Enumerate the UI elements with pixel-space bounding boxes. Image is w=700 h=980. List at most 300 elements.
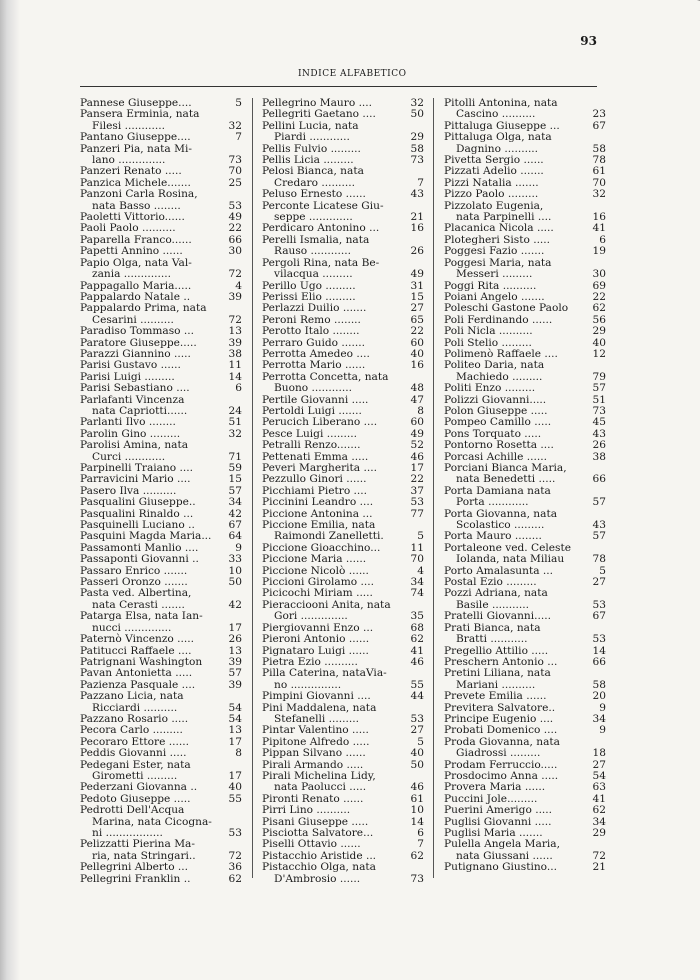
entry-name: Pecoraro Ettore ...... [80, 735, 189, 748]
entry-page-number: 13 [228, 644, 242, 657]
entry-name: Piccione Gioacchino... [262, 541, 381, 554]
entry-name: Piergiovanni Enzo ... [262, 621, 374, 634]
entry-page-number: 30 [228, 245, 242, 258]
entry-name: Poiani Angelo ....... [444, 290, 545, 303]
entry-name: Pavan Antonietta ..... [80, 667, 193, 680]
entry-page-number: 46 [410, 781, 424, 794]
entry-name: Postal Ezio ......... [444, 576, 537, 589]
entry-page-number: 46 [410, 655, 424, 668]
entry-name: Pazienza Pasquale .... [80, 678, 196, 691]
index-entry [444, 303, 606, 314]
entry-page-number: 6 [599, 233, 606, 246]
entry-page-number: 5 [417, 735, 424, 748]
entry-page-number: 42 [228, 507, 242, 520]
entry-page-number: 66 [592, 655, 606, 668]
index-column-2 [262, 98, 424, 885]
entry-page-number: 58 [592, 678, 606, 691]
entry-page-number: 37 [410, 484, 424, 497]
entry-page-number: 38 [228, 347, 242, 360]
entry-page-number: 62 [410, 849, 424, 862]
index-entry [80, 634, 242, 645]
entry-page-number: 26 [410, 245, 424, 258]
entry-page-number: 27 [410, 724, 424, 737]
entry-page-number: 29 [592, 827, 606, 839]
entry-name: Papetti Annino ...... [80, 245, 183, 258]
entry-name: Poleschi Gastone Paolo [444, 302, 569, 315]
entry-page-number: 27 [410, 302, 424, 315]
entry-name: Picicochi Miriam ..... [262, 587, 373, 600]
entry-page-number: 40 [410, 747, 424, 760]
entry-page-number: 69 [592, 279, 606, 292]
entry-name: Pederzani Giovanna .. [80, 781, 198, 794]
entry-page-number: 50 [410, 108, 424, 121]
entry-name: nucci .............. [92, 621, 172, 634]
entry-page-number: 13 [228, 724, 242, 737]
entry-name: no ............... [274, 678, 342, 691]
entry-page-number: 60 [410, 416, 424, 429]
entry-name: nata Cerasti ....... [92, 598, 185, 611]
entry-page-number: 14 [228, 370, 242, 383]
entry-page-number: 77 [410, 507, 424, 520]
entry-name: Pasqualini Rinaldo ... [80, 507, 194, 520]
entry-page-number: 21 [410, 211, 424, 224]
entry-name: Poli Ferdinando ...... [444, 313, 553, 326]
entry-name: Petralli Renzo....... [262, 439, 361, 452]
entry-name: Pietra Ezio .......... [262, 655, 358, 668]
entry-name: Poggesi Maria, nata [444, 256, 552, 269]
entry-page-number: 53 [410, 496, 424, 509]
index-entry [444, 269, 606, 280]
entry-name: Pirali Armando ..... [262, 758, 364, 771]
entry-name: Pecora Carlo ......... [80, 724, 183, 737]
entry-page-number: 49 [410, 268, 424, 281]
entry-page-number: 62 [228, 872, 242, 885]
entry-name: Dagnino .......... [456, 142, 539, 155]
entry-name: Piccinini Leandro .... [262, 496, 374, 509]
entry-name: nata Parpinelli .... [456, 211, 552, 224]
entry-name: Pelosi Bianca, nata [262, 165, 364, 178]
entry-name: Pellegrini Franklin .. [80, 872, 191, 885]
entry-page-number: 67 [592, 119, 606, 132]
entry-page-number: 55 [228, 792, 242, 805]
entry-page-number: 43 [592, 427, 606, 440]
entry-page-number: 65 [410, 313, 424, 326]
index-entry [262, 246, 424, 257]
index-entry [80, 132, 242, 143]
index-entry [80, 554, 242, 565]
entry-name: Pappagallo Maria..... [80, 279, 192, 292]
entry-name: Probati Domenico .... [444, 724, 558, 737]
entry-page-number: 74 [410, 587, 424, 600]
entry-page-number: 79 [592, 370, 606, 383]
entry-page-number: 54 [592, 769, 606, 782]
entry-page-number: 16 [592, 211, 606, 224]
entry-name: Pittaluga Giuseppe ... [444, 119, 560, 132]
index-entry [262, 748, 424, 759]
entry-page-number: 59 [228, 462, 242, 474]
entry-name: Pittaluga Olga, nata [444, 131, 552, 144]
entry-name: Pignataro Luigi ...... [262, 644, 369, 657]
entry-page-number: 36 [228, 861, 242, 874]
entry-name: Pistacchio Aristide ... [262, 849, 377, 862]
entry-name: Pellegrino Mauro .... [262, 97, 373, 109]
index-entry [80, 611, 242, 622]
entry-name: Pedrotti Dell'Acqua [80, 804, 185, 817]
index-entry [80, 303, 242, 314]
entry-page-number: 78 [592, 154, 606, 167]
index-entry [444, 497, 606, 508]
index-column-1 [80, 98, 242, 885]
entry-name: Pedoto Giuseppe ..... [80, 792, 191, 805]
entry-name: Prevete Emilia ...... [444, 690, 547, 703]
entry-name: Parlanti Ilvo ........ [80, 416, 176, 429]
entry-name: Pellegriti Gaetano .... [262, 108, 376, 121]
entry-name: Putignano Giustino... [444, 861, 557, 874]
index-entry [444, 748, 606, 759]
entry-page-number: 51 [228, 416, 242, 429]
entry-name: Politeo Daria, nata [444, 359, 545, 372]
entry-page-number: 8 [235, 747, 242, 760]
entry-page-number: 61 [592, 165, 606, 178]
entry-name: Papio Olga, nata Val- [80, 256, 192, 269]
entry-name: Pimpini Giovanni .... [262, 690, 371, 703]
index-entry [262, 805, 424, 816]
entry-name: Machiedo ......... [456, 370, 543, 383]
entry-page-number: 13 [228, 325, 242, 338]
entry-name: Pasquini Magda Maria... [80, 530, 212, 543]
index-entry [444, 326, 606, 337]
entry-name: Pertoldi Luigi ....... [262, 404, 362, 417]
index-entry [262, 634, 424, 645]
entry-page-number: 41 [592, 792, 606, 805]
entry-page-number: 27 [592, 758, 606, 771]
entry-name: Puglisi Maria ....... [444, 827, 543, 839]
entry-page-number: 11 [410, 541, 424, 554]
entry-name: D'Ambrosio ...... [274, 872, 361, 885]
index-entry [80, 668, 242, 679]
entry-name: Principe Eugenio .... [444, 712, 554, 725]
entry-name: Rauso ............ [274, 245, 351, 258]
index-entry [80, 440, 242, 451]
entry-name: Pesce Luigi ......... [262, 427, 358, 440]
entry-name: Pini Maddalena, nata [262, 701, 377, 714]
entry-page-number: 22 [410, 325, 424, 338]
entry-name: Pilla Caterina, nataVia- [262, 667, 387, 680]
entry-name: Placanica Nicola ..... [444, 222, 554, 235]
entry-page-number: 9 [235, 541, 242, 554]
entry-name: Poli Nicla .......... [444, 325, 533, 338]
entry-name: Prodam Ferruccio..... [444, 758, 558, 771]
entry-page-number: 39 [228, 655, 242, 668]
entry-name: Pratelli Giovanni..... [444, 610, 551, 623]
entry-page-number: 14 [592, 644, 606, 657]
index-entry [80, 269, 242, 280]
index-entry [262, 668, 424, 679]
entry-name: Poggi Rita .......... [444, 279, 537, 292]
running-title: INDICE ALFABETICO [298, 69, 407, 79]
entry-page-number: 67 [592, 610, 606, 623]
entry-name: Pintar Valentino ..... [262, 724, 369, 737]
entry-name: Gori .............. [274, 610, 348, 623]
entry-name: Pellis Fulvio ......... [262, 142, 361, 155]
entry-name: Giadrossi ......... [456, 747, 541, 760]
entry-name: Pellegrini Alberto ... [80, 861, 189, 874]
entry-name: Pizzo Paolo ......... [444, 188, 539, 201]
entry-name: Girometti ......... [92, 769, 178, 782]
entry-page-number: 57 [592, 496, 606, 509]
page-number: 93 [580, 34, 597, 48]
entry-page-number: 57 [228, 667, 242, 680]
entry-name: Scolastico ......... [456, 519, 545, 532]
entry-page-number: 22 [228, 222, 242, 235]
entry-name: Porciani Bianca Maria, [444, 462, 567, 474]
entry-page-number: 38 [592, 450, 606, 463]
entry-name: Piccioni Girolamo .... [262, 576, 374, 589]
entry-name: Pontorno Rosetta .... [444, 439, 554, 452]
entry-name: Panzeri Pia, nata Mi- [80, 142, 192, 155]
entry-page-number: 50 [410, 758, 424, 771]
entry-page-number: 16 [410, 222, 424, 235]
entry-page-number: 25 [228, 176, 242, 189]
entry-page-number: 49 [228, 211, 242, 224]
entry-name: Plotegheri Sisto ..... [444, 233, 551, 246]
index-entry [262, 497, 424, 508]
entry-name: Peroni Remo ........ [262, 313, 361, 326]
entry-name: seppe ............. [274, 211, 353, 224]
entry-page-number: 57 [228, 484, 242, 497]
entry-name: Paternò Vincenzo ..... [80, 633, 194, 646]
entry-name: Piselli Ottavio ...... [262, 838, 361, 851]
entry-page-number: 31 [410, 279, 424, 292]
entry-name: Perelli Ismalia, nata [262, 233, 370, 246]
entry-name: Pappalardo Prima, nata [80, 302, 207, 315]
entry-name: Pons Torquato ..... [444, 427, 542, 440]
index-entry [262, 326, 424, 337]
entry-page-number: 17 [410, 462, 424, 474]
entry-page-number: 67 [228, 519, 242, 532]
entry-name: Pellini Lucia, nata [262, 119, 359, 132]
entry-name: Parolin Gino ......... [80, 427, 181, 440]
entry-name: Cascino .......... [456, 108, 536, 121]
entry-page-number: 5 [235, 97, 242, 109]
entry-page-number: 73 [410, 154, 424, 167]
entry-page-number: 5 [599, 564, 606, 577]
index-entry [444, 189, 606, 200]
entry-page-number: 68 [410, 621, 424, 634]
entry-name: Pisciotta Salvatore... [262, 827, 374, 839]
entry-name: vilacqua ......... [274, 268, 353, 281]
entry-page-number: 70 [410, 553, 424, 566]
entry-page-number: 10 [228, 564, 242, 577]
index-entry [262, 874, 424, 885]
index-entry [262, 189, 424, 200]
entry-page-number: 6 [235, 382, 242, 395]
entry-page-number: 43 [410, 188, 424, 201]
entry-name: Parpinelli Traiano .... [80, 462, 194, 474]
entry-name: Peddis Giovanni ..... [80, 747, 187, 760]
entry-name: Proda Giovanna, nata [444, 735, 560, 748]
entry-page-number: 73 [410, 872, 424, 885]
entry-name: Parravicini Mario .... [80, 473, 191, 486]
entry-name: nata Basso ........ [92, 199, 181, 212]
entry-name: Portaleone ved. Celeste [444, 541, 571, 554]
entry-page-number: 35 [410, 610, 424, 623]
column-divider [433, 98, 434, 878]
entry-page-number: 14 [410, 815, 424, 828]
entry-name: Parazzi Giannino ..... [80, 347, 191, 360]
entry-name: Pretini Liliana, nata [444, 667, 551, 680]
entry-page-number: 7 [235, 131, 242, 144]
entry-name: Peveri Margherita .... [262, 462, 377, 474]
entry-page-number: 54 [228, 701, 242, 714]
entry-name: Pellis Licia ......... [262, 154, 354, 167]
index-entry [444, 440, 606, 451]
entry-name: Piccione Nicolò ...... [262, 564, 369, 577]
entry-name: Perlazzi Duilio ....... [262, 302, 367, 315]
entry-name: Pannese Giuseppe.... [80, 97, 192, 109]
entry-name: Ricciardi .......... [92, 701, 178, 714]
entry-name: Pizzolato Eugenia, [444, 199, 544, 212]
entry-name: Pulella Angela Maria, [444, 838, 560, 851]
entry-name: Pasta ved. Albertina, [80, 587, 192, 600]
index-entry [262, 691, 424, 702]
entry-name: Porcasi Achille ...... [444, 450, 547, 463]
entry-name: Marina, nata Cicogna- [92, 815, 212, 828]
entry-name: Perucich Liberano .... [262, 416, 378, 429]
entry-page-number: 60 [410, 336, 424, 349]
entry-name: Peluso Ernesto ...... [262, 188, 366, 201]
entry-name: Patitucci Raffaele .... [80, 644, 192, 657]
entry-name: Passeri Oronzo ....... [80, 576, 188, 589]
entry-page-number: 26 [592, 439, 606, 452]
entry-name: Piardi ............ [274, 131, 350, 144]
entry-name: Panzoni Carla Rosina, [80, 188, 198, 201]
entry-name: Passaponti Giovanni .. [80, 553, 199, 566]
entry-page-number: 32 [592, 188, 606, 201]
entry-page-number: 11 [228, 359, 242, 372]
index-column-3 [444, 98, 606, 874]
entry-page-number: 56 [592, 313, 606, 326]
entry-name: Poggesi Fazio ....... [444, 245, 545, 258]
entry-name: Pasqualini Giuseppe.. [80, 496, 196, 509]
index-entry [444, 634, 606, 645]
index-entry [80, 748, 242, 759]
entry-page-number: 34 [410, 576, 424, 589]
entry-name: Panzeri Renato ..... [80, 165, 182, 178]
entry-page-number: 73 [592, 404, 606, 417]
entry-name: Buono ............ [274, 382, 352, 395]
entry-page-number: 12 [592, 347, 606, 360]
column-divider [252, 98, 253, 878]
entry-page-number: 22 [592, 290, 606, 303]
entry-page-number: 22 [410, 473, 424, 486]
entry-page-number: 45 [592, 416, 606, 429]
entry-name: Paoletti Vittorio...... [80, 211, 185, 224]
entry-page-number: 4 [235, 279, 242, 292]
entry-name: Filesi ............ [92, 119, 165, 132]
index-entry [444, 862, 606, 873]
entry-page-number: 53 [592, 633, 606, 646]
entry-page-number: 61 [410, 792, 424, 805]
entry-name: Pivetta Sergio ...... [444, 154, 544, 167]
entry-name: Polon Giuseppe ..... [444, 404, 548, 417]
entry-name: Pozzi Adriana, nata [444, 587, 548, 600]
entry-page-number: 26 [228, 633, 242, 646]
entry-page-number: 46 [410, 450, 424, 463]
entry-page-number: 64 [228, 530, 242, 543]
entry-name: nata Benedetti ..... [456, 473, 556, 486]
entry-name: Perrotta Amedeo .... [262, 347, 370, 360]
entry-page-number: 39 [228, 336, 242, 349]
entry-page-number: 32 [410, 97, 424, 109]
entry-page-number: 15 [228, 473, 242, 486]
entry-name: Pezzullo Ginori ...... [262, 473, 367, 486]
entry-page-number: 70 [592, 176, 606, 189]
entry-page-number: 23 [592, 108, 606, 121]
entry-page-number: 40 [410, 347, 424, 360]
entry-name: Paoli Paolo .......... [80, 222, 176, 235]
entry-page-number: 17 [228, 769, 242, 782]
index-entry [444, 805, 606, 816]
entry-page-number: 49 [410, 427, 424, 440]
entry-name: Perissi Elio ......... [262, 290, 356, 303]
entry-page-number: 15 [410, 290, 424, 303]
index-entry [262, 383, 424, 394]
entry-page-number: 20 [592, 690, 606, 703]
entry-name: Porta Giovanna, nata [444, 507, 558, 520]
entry-page-number: 72 [228, 313, 242, 326]
entry-name: Parisi Gustavo ...... [80, 359, 181, 372]
entry-page-number: 34 [228, 496, 242, 509]
entry-name: Preschern Antonio ... [444, 655, 558, 668]
entry-page-number: 55 [410, 678, 424, 691]
entry-name: Pelizzatti Pierina Ma- [80, 838, 195, 851]
entry-page-number: 57 [592, 382, 606, 395]
entry-name: Prosdocimo Anna ..... [444, 769, 559, 782]
index-entry [262, 611, 424, 622]
entry-name: Piccione Emilia, nata [262, 519, 376, 532]
index-entry [444, 668, 606, 679]
entry-page-number: 66 [228, 233, 242, 246]
entry-page-number: 40 [592, 336, 606, 349]
entry-page-number: 29 [592, 325, 606, 338]
index-entry [80, 497, 242, 508]
entry-name: Pansera Erminia, nata [80, 108, 200, 121]
entry-page-number: 72 [228, 268, 242, 281]
entry-page-number: 78 [592, 553, 606, 566]
entry-page-number: 62 [592, 804, 606, 817]
entry-page-number: 53 [228, 827, 242, 839]
entry-name: Pertile Giovanni ..... [262, 393, 369, 406]
entry-page-number: 51 [592, 393, 606, 406]
entry-page-number: 41 [592, 222, 606, 235]
entry-name: ni ................. [92, 827, 163, 839]
entry-name: Panzica Michele....... [80, 176, 191, 189]
entry-name: Piccione Antonina ... [262, 507, 373, 520]
entry-page-number: 54 [228, 712, 242, 725]
entry-name: Puglisi Giovanni ..... [444, 815, 552, 828]
entry-page-number: 17 [228, 621, 242, 634]
entry-name: Patarga Elsa, nata Ian- [80, 610, 203, 623]
entry-page-number: 17 [228, 735, 242, 748]
index-entry [444, 554, 606, 565]
header-rule [80, 86, 597, 87]
entry-page-number: 27 [592, 576, 606, 589]
entry-name: Pazzano Licia, nata [80, 690, 184, 703]
entry-name: ria, nata Stringari.. [92, 849, 196, 862]
entry-name: Politi Enzo ......... [444, 382, 536, 395]
entry-page-number: 32 [228, 119, 242, 132]
